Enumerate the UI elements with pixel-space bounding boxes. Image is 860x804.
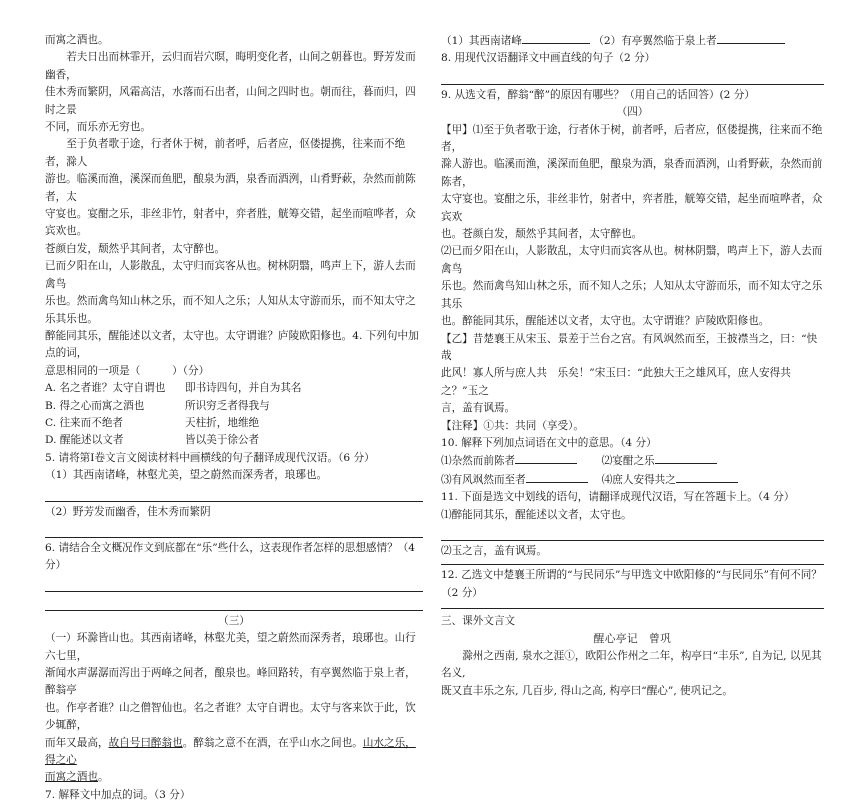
answer-blank[interactable] [515,452,577,464]
question-10-items: ⑴杂然而前陈者 ⑵宴酣之乐 [441,452,824,470]
question-10-items: ⑶有风飒然而至者 ⑷庶人安得共之 [441,471,824,489]
text-line: 【乙】昔楚襄王从宋玉、景差于兰台之宫。有风飒然而至，王披襟当之，曰：“快哉 [441,332,818,362]
text-line: 若夫日出而林霏开，云归而岩穴暝，晦明变化者，山间之朝暮也。野芳发而幽香， [45,51,416,81]
answer-line[interactable] [45,594,423,611]
left-column [45,32,423,804]
annotation: 【注释】①共：共同（享受）。 [441,419,585,432]
text-line: 已而夕阳在山，人影散乱，太守归而宾客从也。树林阴翳，鸣声上下，游人去而禽鸟 [45,260,416,290]
text-line: 此风！寡人所与庶人共 乐矣！”宋玉曰：“此独大王之雄风耳，庶人安得共之？”玉之 [441,367,791,397]
answer-line[interactable] [441,602,824,609]
question-5-2: （2）野芳发而幽香，佳木秀而繁阴 [45,505,211,518]
text-line: 醉能同其乐，醒能述以文者，太守也。太守谓谁？庐陵欧阳修也。4. 下列句中加点的词， [45,329,419,360]
text-line: 而寓之酒也。 [45,34,109,46]
question-8: 8. 用现代汉语翻译文中画直线的句子（2 分） [441,52,656,65]
answer-line[interactable] [441,524,824,541]
text-line: 渐闻水声潺潺而泻出于两峰之间者，酿泉也。峰回路转，有亭翼然临于泉上者，醉翁亭 [45,667,416,697]
text-line: 苍颜白发，颓然乎其间者，太守醉也。 [45,242,226,255]
text-line: 至于负者歌于途，行者休于树，前者呼，后者应，伛偻提携，往来而不绝者，滁人 [45,138,406,168]
text-line: 守宴也。宴酣之乐，非丝非竹，射者中，弈者胜，觥筹交错，起坐而喧哗者，众宾欢也。 [45,208,416,238]
text-line: （一）环滁皆山也。其西南诸峰，林壑尤美，望之蔚然而深秀者，琅琊也。山行六七里， [45,632,416,662]
question-5: 5. 请将第Ⅰ卷文言文阅读材料中画横线的句子翻译成现代汉语。（6 分） [45,451,375,464]
question-11-2: ⑵玉之言，盖有讽焉。 [441,544,547,557]
question-9: 9. 从选文看，醉翁“醉”的原因有哪些？（用自己的话回答）(2 分） [441,88,755,101]
answer-line[interactable] [45,521,423,538]
text-line: 也。苍颜白发，颓然乎其间者，太守醉也。 [441,228,643,241]
text-line: 也。作亭者谁？山之僧智仙也。名之者谁？太守自谓也。太守与客来饮于此，饮少辄醉， [45,701,416,732]
text-line: 滁州之西南, 泉水之涯①，欧阳公作州之二年，构亭曰“丰乐”, 自为记, 以见其名义, [441,650,822,680]
question-12: 12. 乙选文中楚襄王所谓的“与民同乐”与甲选文中欧阳修的“与民同乐”有何不同？ [441,569,822,582]
text-line: 意思相同的一项是（ ）（分） [45,364,210,377]
option-d: D. 醒能述以文者 皆以美于徐公者 [45,434,260,447]
answer-blank[interactable] [526,471,588,483]
answer-line[interactable] [45,575,423,592]
question-7-items: （1）其西南诸峰 （2）有亭翼然临于泉上者 [441,32,824,50]
text-line: 太守宴也。宴酣之乐，非丝非竹，射者中，弈者胜，觥筹交错，起坐而喧哗者，众宾欢 [441,193,823,223]
answer-line[interactable] [441,560,824,565]
option-a: A. 名之者谁？太守自谓也 即书诗四句，并自为其名 [45,382,302,395]
text-line: 而寓之酒也。 [45,771,109,784]
text-line: 佳木秀而繁阴，风霜高洁，水落而石出者，山间之四时也。朝而往，暮而归，四时之景 [45,86,416,116]
question-12-score: （2 分） [441,586,483,599]
text-line: 乐也。然而禽鸟知山林之乐，而不知人之乐；人知从太守游而乐，而不知太守之乐其乐也。 [45,295,416,325]
text-line: 而年又最高，故自号曰醉翁也。醉翁之意不在酒，在乎山水之间也。山水之乐，得之心 [45,736,416,767]
essay-title: 醒心亭记 曾巩 [593,632,672,645]
question-5-1: （1）其西南诸峰，林壑尤美，望之蔚然而深秀者，琅琊也。 [45,469,328,482]
text-line: 言，盖有讽焉。 [441,402,516,415]
text-line: 既又直丰乐之东, 几百步, 得山之高, 构亭曰“醒心”, 使巩记之。 [441,684,734,697]
question-6: 6. 请结合全文概况作文到底都在“乐”些什么，这表现作者怎样的思想感情？（4 分） [45,541,416,572]
text-line: ⑵已而夕阳在山，人影散乱，太守归而宾客从也。树林阴翳，鸣声上下，游人去而禽鸟 [441,245,823,275]
text-line: 乐也。然而禽鸟知山林之乐，而不知人之乐；人知从太守游而乐，而不知太守之乐其乐 [441,280,823,310]
question-11: 11. 下面是选文中划线的语句，请翻译成现代汉语，写在答题卡上。（4 分） [441,491,795,504]
text-line: 滁人游也。临溪而渔，溪深而鱼肥，酿泉为酒，泉香而酒洌，山肴野蔌，杂然而前陈者， [441,158,823,188]
section-outside-reading: 三、课外文言文 [441,615,516,628]
answer-blank[interactable] [676,471,738,483]
text-line: 游也。临溪而渔，溪深而鱼肥，酿泉为酒，泉香而酒洌，山肴野蔌，杂然而前陈者，太 [45,173,416,203]
answer-blank[interactable] [655,452,717,464]
option-c: C. 往来而不绝者 天柱折，地维绝 [45,416,260,429]
option-b: B. 得之心而寓之酒也 所识穷乏者得我与 [45,399,270,412]
right-column [441,32,824,700]
text-line: 不同，而乐亦无穷也。 [45,121,151,134]
section-4-heading: （四） [616,106,649,119]
answer-blank[interactable] [717,32,785,44]
question-11-1: ⑴醉能同其乐，醒能述以文者，太守也。 [441,508,632,521]
answer-blank[interactable] [522,32,590,44]
text-line: 【甲】⑴至于负者歌于途，行者休于树，前者呼，后者应，伛偻提携，往来而不绝者， [441,123,823,154]
answer-line[interactable] [441,68,824,85]
question-7: 7. 解释文中加点的词。（3 分） [45,788,191,801]
section-3-heading: （三） [218,614,250,627]
question-10: 10. 解释下列加点词语在文中的意思。（4 分） [441,436,657,449]
text-line: 也。醉能同其乐，醒能述以文者，太守也。太守谓谁？庐陵欧阳修也。 [441,315,770,328]
answer-line[interactable] [45,485,423,502]
